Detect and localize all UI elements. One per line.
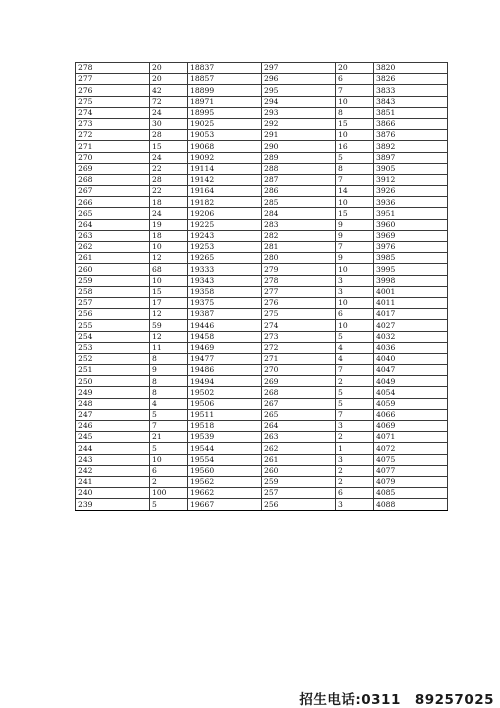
table-row: [76, 242, 448, 253]
score-left-cell: 244: [76, 443, 150, 454]
count-right-cell: 15: [336, 118, 374, 129]
cumulative-left-cell: 19502: [188, 387, 262, 398]
count-right-cell: 14: [336, 186, 374, 197]
table-row: [76, 421, 448, 432]
score-left-cell: 253: [76, 342, 150, 353]
score-left-cell: 250: [76, 376, 150, 387]
cumulative-right-cell: 4027: [374, 320, 448, 331]
table-row: [76, 476, 448, 487]
cumulative-left-cell: 19458: [188, 331, 262, 342]
count-right-cell: 10: [336, 264, 374, 275]
cumulative-left-cell: 19667: [188, 499, 262, 510]
cumulative-left-cell: 19114: [188, 163, 262, 174]
score-left-cell: 268: [76, 174, 150, 185]
cumulative-right-cell: 4072: [374, 443, 448, 454]
cumulative-left-cell: 18837: [188, 63, 262, 74]
score-right-cell: 293: [262, 107, 336, 118]
count-left-cell: 18: [150, 230, 188, 241]
score-right-cell: 292: [262, 118, 336, 129]
score-left-cell: 270: [76, 152, 150, 163]
cumulative-left-cell: 19053: [188, 130, 262, 141]
score-left-cell: 272: [76, 130, 150, 141]
score-right-cell: 260: [262, 465, 336, 476]
table-row: [76, 275, 448, 286]
count-left-cell: 5: [150, 443, 188, 454]
table-row: [76, 320, 448, 331]
score-right-cell: 268: [262, 387, 336, 398]
score-right-cell: 269: [262, 376, 336, 387]
score-left-cell: 267: [76, 186, 150, 197]
table-row: [76, 208, 448, 219]
score-left-cell: 274: [76, 107, 150, 118]
score-right-cell: 296: [262, 74, 336, 85]
cumulative-right-cell: 3843: [374, 96, 448, 107]
score-right-cell: 285: [262, 197, 336, 208]
cumulative-right-cell: 4069: [374, 421, 448, 432]
score-right-cell: 273: [262, 331, 336, 342]
score-left-cell: 260: [76, 264, 150, 275]
count-right-cell: 16: [336, 141, 374, 152]
score-right-cell: 283: [262, 219, 336, 230]
count-left-cell: 8: [150, 353, 188, 364]
count-right-cell: 3: [336, 499, 374, 510]
count-left-cell: 22: [150, 186, 188, 197]
count-right-cell: 1: [336, 443, 374, 454]
cumulative-left-cell: 18995: [188, 107, 262, 118]
count-left-cell: 30: [150, 118, 188, 129]
score-right-cell: 263: [262, 432, 336, 443]
cumulative-left-cell: 19562: [188, 476, 262, 487]
cumulative-right-cell: 3833: [374, 85, 448, 96]
table-row: [76, 376, 448, 387]
score-left-cell: 259: [76, 275, 150, 286]
count-right-cell: 5: [336, 152, 374, 163]
count-right-cell: 4: [336, 342, 374, 353]
cumulative-right-cell: 3960: [374, 219, 448, 230]
cumulative-right-cell: 3912: [374, 174, 448, 185]
table-row: [76, 443, 448, 454]
cumulative-left-cell: 18971: [188, 96, 262, 107]
count-left-cell: 11: [150, 342, 188, 353]
count-left-cell: 28: [150, 174, 188, 185]
cumulative-left-cell: 19375: [188, 297, 262, 308]
count-right-cell: 9: [336, 230, 374, 241]
count-left-cell: 6: [150, 465, 188, 476]
cumulative-right-cell: 4079: [374, 476, 448, 487]
count-left-cell: 72: [150, 96, 188, 107]
count-left-cell: 10: [150, 242, 188, 253]
count-left-cell: 12: [150, 309, 188, 320]
score-right-cell: 270: [262, 365, 336, 376]
score-right-cell: 274: [262, 320, 336, 331]
cumulative-right-cell: 3976: [374, 242, 448, 253]
count-right-cell: 7: [336, 365, 374, 376]
cumulative-right-cell: 4040: [374, 353, 448, 364]
count-right-cell: 3: [336, 286, 374, 297]
table-row: [76, 387, 448, 398]
score-left-cell: 277: [76, 74, 150, 85]
score-left-cell: 255: [76, 320, 150, 331]
count-left-cell: 8: [150, 376, 188, 387]
table-row: [76, 409, 448, 420]
count-left-cell: 100: [150, 488, 188, 499]
cumulative-right-cell: 4001: [374, 286, 448, 297]
count-right-cell: 20: [336, 63, 374, 74]
count-left-cell: 5: [150, 499, 188, 510]
score-right-cell: 271: [262, 353, 336, 364]
table-row: [76, 353, 448, 364]
score-right-cell: 279: [262, 264, 336, 275]
table-row: [76, 74, 448, 85]
cumulative-right-cell: 4071: [374, 432, 448, 443]
count-right-cell: 2: [336, 465, 374, 476]
score-right-cell: 280: [262, 253, 336, 264]
score-right-cell: 290: [262, 141, 336, 152]
score-left-cell: 245: [76, 432, 150, 443]
score-right-cell: 294: [262, 96, 336, 107]
score-left-cell: 248: [76, 398, 150, 409]
table-row: [76, 130, 448, 141]
table-row: [76, 107, 448, 118]
table-row: [76, 219, 448, 230]
table-row: [76, 118, 448, 129]
count-right-cell: 7: [336, 85, 374, 96]
score-left-cell: 278: [76, 63, 150, 74]
score-left-cell: 262: [76, 242, 150, 253]
cumulative-left-cell: 19554: [188, 454, 262, 465]
count-right-cell: 7: [336, 174, 374, 185]
cumulative-left-cell: 18857: [188, 74, 262, 85]
table-row: [76, 96, 448, 107]
cumulative-left-cell: 19092: [188, 152, 262, 163]
cumulative-left-cell: 19560: [188, 465, 262, 476]
cumulative-left-cell: 19164: [188, 186, 262, 197]
count-left-cell: 4: [150, 398, 188, 409]
cumulative-right-cell: 4032: [374, 331, 448, 342]
count-right-cell: 9: [336, 219, 374, 230]
table-row: [76, 85, 448, 96]
count-right-cell: 2: [336, 476, 374, 487]
cumulative-left-cell: 19469: [188, 342, 262, 353]
cumulative-right-cell: 4011: [374, 297, 448, 308]
score-right-cell: 264: [262, 421, 336, 432]
cumulative-left-cell: 19333: [188, 264, 262, 275]
cumulative-left-cell: 19358: [188, 286, 262, 297]
cumulative-right-cell: 3866: [374, 118, 448, 129]
count-right-cell: 10: [336, 130, 374, 141]
cumulative-left-cell: 19243: [188, 230, 262, 241]
cumulative-left-cell: 19253: [188, 242, 262, 253]
count-right-cell: 2: [336, 432, 374, 443]
score-left-cell: 261: [76, 253, 150, 264]
cumulative-right-cell: 3998: [374, 275, 448, 286]
cumulative-right-cell: 3969: [374, 230, 448, 241]
count-right-cell: 2: [336, 376, 374, 387]
count-left-cell: 12: [150, 331, 188, 342]
count-right-cell: 10: [336, 197, 374, 208]
cumulative-right-cell: 3985: [374, 253, 448, 264]
score-left-cell: 254: [76, 331, 150, 342]
table-row: [76, 197, 448, 208]
score-table: [75, 62, 448, 511]
score-right-cell: 277: [262, 286, 336, 297]
cumulative-right-cell: 3820: [374, 63, 448, 74]
score-left-cell: 258: [76, 286, 150, 297]
table-row: [76, 286, 448, 297]
cumulative-left-cell: 19539: [188, 432, 262, 443]
count-right-cell: 9: [336, 253, 374, 264]
score-left-cell: 257: [76, 297, 150, 308]
cumulative-right-cell: 3936: [374, 197, 448, 208]
table-row: [76, 230, 448, 241]
cumulative-right-cell: 4088: [374, 499, 448, 510]
count-left-cell: 28: [150, 130, 188, 141]
cumulative-left-cell: 19343: [188, 275, 262, 286]
count-left-cell: 22: [150, 163, 188, 174]
count-right-cell: 5: [336, 387, 374, 398]
count-right-cell: 3: [336, 275, 374, 286]
count-right-cell: 7: [336, 409, 374, 420]
score-right-cell: 295: [262, 85, 336, 96]
cumulative-right-cell: 4036: [374, 342, 448, 353]
count-left-cell: 42: [150, 85, 188, 96]
cumulative-right-cell: 3905: [374, 163, 448, 174]
score-right-cell: 262: [262, 443, 336, 454]
table-row: [76, 174, 448, 185]
cumulative-left-cell: 19486: [188, 365, 262, 376]
score-left-cell: 239: [76, 499, 150, 510]
score-right-cell: 275: [262, 309, 336, 320]
cumulative-right-cell: 4085: [374, 488, 448, 499]
score-right-cell: 286: [262, 186, 336, 197]
score-left-cell: 275: [76, 96, 150, 107]
count-left-cell: 15: [150, 286, 188, 297]
table-row: [76, 186, 448, 197]
count-right-cell: 5: [336, 398, 374, 409]
cumulative-right-cell: 4047: [374, 365, 448, 376]
cumulative-right-cell: 3897: [374, 152, 448, 163]
cumulative-right-cell: 4077: [374, 465, 448, 476]
count-left-cell: 24: [150, 208, 188, 219]
table-row: [76, 398, 448, 409]
cumulative-right-cell: 3951: [374, 208, 448, 219]
cumulative-left-cell: 19544: [188, 443, 262, 454]
count-right-cell: 3: [336, 454, 374, 465]
count-left-cell: 17: [150, 297, 188, 308]
count-left-cell: 19: [150, 219, 188, 230]
count-right-cell: 10: [336, 96, 374, 107]
score-right-cell: 257: [262, 488, 336, 499]
score-right-cell: 282: [262, 230, 336, 241]
score-left-cell: 252: [76, 353, 150, 364]
score-left-cell: 251: [76, 365, 150, 376]
count-right-cell: 3: [336, 421, 374, 432]
table-row: [76, 297, 448, 308]
score-left-cell: 271: [76, 141, 150, 152]
cumulative-right-cell: 4066: [374, 409, 448, 420]
cumulative-left-cell: 19494: [188, 376, 262, 387]
score-left-cell: 264: [76, 219, 150, 230]
count-right-cell: 8: [336, 107, 374, 118]
cumulative-right-cell: 4075: [374, 454, 448, 465]
count-right-cell: 10: [336, 320, 374, 331]
table-row: [76, 454, 448, 465]
count-right-cell: 6: [336, 309, 374, 320]
count-left-cell: 7: [150, 421, 188, 432]
count-left-cell: 21: [150, 432, 188, 443]
cumulative-right-cell: 4059: [374, 398, 448, 409]
count-left-cell: 2: [150, 476, 188, 487]
cumulative-left-cell: 19068: [188, 141, 262, 152]
score-left-cell: 269: [76, 163, 150, 174]
score-right-cell: 281: [262, 242, 336, 253]
table-row: [76, 141, 448, 152]
score-right-cell: 278: [262, 275, 336, 286]
count-right-cell: 8: [336, 163, 374, 174]
score-left-cell: 265: [76, 208, 150, 219]
count-left-cell: 20: [150, 63, 188, 74]
score-left-cell: 266: [76, 197, 150, 208]
count-right-cell: 6: [336, 74, 374, 85]
count-left-cell: 18: [150, 197, 188, 208]
cumulative-left-cell: 19206: [188, 208, 262, 219]
cumulative-left-cell: 19387: [188, 309, 262, 320]
score-left-cell: 273: [76, 118, 150, 129]
table-row: [76, 499, 448, 510]
cumulative-left-cell: 19142: [188, 174, 262, 185]
count-left-cell: 8: [150, 387, 188, 398]
count-right-cell: 10: [336, 297, 374, 308]
score-right-cell: 284: [262, 208, 336, 219]
cumulative-left-cell: 19477: [188, 353, 262, 364]
score-right-cell: 259: [262, 476, 336, 487]
count-left-cell: 59: [150, 320, 188, 331]
cumulative-left-cell: 19025: [188, 118, 262, 129]
count-left-cell: 20: [150, 74, 188, 85]
cumulative-right-cell: 4049: [374, 376, 448, 387]
score-left-cell: 246: [76, 421, 150, 432]
score-left-cell: 242: [76, 465, 150, 476]
score-right-cell: 272: [262, 342, 336, 353]
score-right-cell: 261: [262, 454, 336, 465]
cumulative-right-cell: 3851: [374, 107, 448, 118]
cumulative-left-cell: 19506: [188, 398, 262, 409]
table-row: [76, 152, 448, 163]
count-right-cell: 7: [336, 242, 374, 253]
score-left-cell: 263: [76, 230, 150, 241]
cumulative-left-cell: 19225: [188, 219, 262, 230]
count-left-cell: 10: [150, 454, 188, 465]
score-left-cell: 276: [76, 85, 150, 96]
admissions-phone: 招生电话:0311 89257025: [299, 692, 494, 708]
table-row: [76, 365, 448, 376]
count-left-cell: 15: [150, 141, 188, 152]
table-row: [76, 488, 448, 499]
score-right-cell: 287: [262, 174, 336, 185]
cumulative-right-cell: 3995: [374, 264, 448, 275]
cumulative-right-cell: 3892: [374, 141, 448, 152]
cumulative-left-cell: 19265: [188, 253, 262, 264]
cumulative-right-cell: 3826: [374, 74, 448, 85]
score-left-cell: 241: [76, 476, 150, 487]
score-right-cell: 265: [262, 409, 336, 420]
score-left-cell: 243: [76, 454, 150, 465]
cumulative-left-cell: 19511: [188, 409, 262, 420]
count-left-cell: 10: [150, 275, 188, 286]
cumulative-right-cell: 3876: [374, 130, 448, 141]
cumulative-left-cell: 18899: [188, 85, 262, 96]
count-left-cell: 24: [150, 152, 188, 163]
score-right-cell: 256: [262, 499, 336, 510]
score-table-body: [76, 63, 448, 511]
table-row: [76, 432, 448, 443]
table-row: [76, 264, 448, 275]
count-right-cell: 6: [336, 488, 374, 499]
cumulative-right-cell: 3926: [374, 186, 448, 197]
table-row: [76, 63, 448, 74]
score-right-cell: 267: [262, 398, 336, 409]
score-left-cell: 249: [76, 387, 150, 398]
score-right-cell: 276: [262, 297, 336, 308]
cumulative-right-cell: 4054: [374, 387, 448, 398]
score-right-cell: 297: [262, 63, 336, 74]
score-left-cell: 256: [76, 309, 150, 320]
score-right-cell: 289: [262, 152, 336, 163]
table-row: [76, 342, 448, 353]
count-left-cell: 5: [150, 409, 188, 420]
count-left-cell: 24: [150, 107, 188, 118]
count-left-cell: 12: [150, 253, 188, 264]
score-left-cell: 240: [76, 488, 150, 499]
score-right-cell: 291: [262, 130, 336, 141]
table-row: [76, 331, 448, 342]
table-row: [76, 253, 448, 264]
cumulative-right-cell: 4017: [374, 309, 448, 320]
table-row: [76, 465, 448, 476]
table-row: [76, 309, 448, 320]
score-right-cell: 288: [262, 163, 336, 174]
cumulative-left-cell: 19182: [188, 197, 262, 208]
cumulative-left-cell: 19446: [188, 320, 262, 331]
count-left-cell: 9: [150, 365, 188, 376]
count-right-cell: 4: [336, 353, 374, 364]
table-row: [76, 163, 448, 174]
count-left-cell: 68: [150, 264, 188, 275]
count-right-cell: 5: [336, 331, 374, 342]
cumulative-left-cell: 19518: [188, 421, 262, 432]
cumulative-left-cell: 19662: [188, 488, 262, 499]
score-left-cell: 247: [76, 409, 150, 420]
count-right-cell: 15: [336, 208, 374, 219]
